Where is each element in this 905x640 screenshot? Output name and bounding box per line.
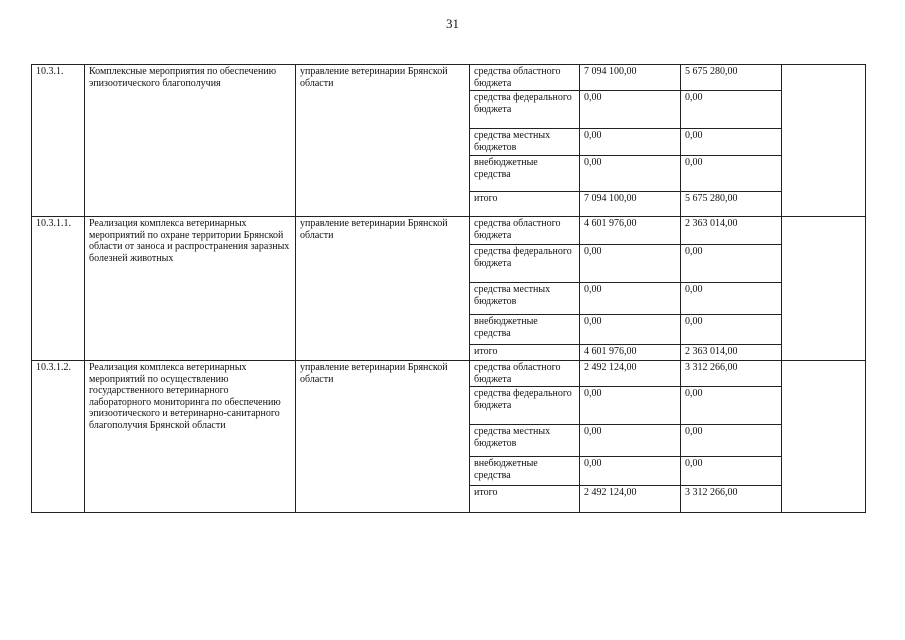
source-label: средства федерального бюджета (470, 245, 580, 283)
item-name: Реализация комплекса ветеринарных мероприятий по охране территории Брянской области от заноса и распространения заразных болезней животных (85, 217, 296, 361)
value-year-1: 0,00 (580, 156, 681, 192)
source-label: средства областного бюджета (470, 361, 580, 387)
value-year-1: 0,00 (580, 129, 681, 156)
empty-cell (782, 361, 866, 513)
source-label: итого (470, 345, 580, 361)
value-year-2: 3 312 266,00 (681, 361, 782, 387)
source-label: средства федерального бюджета (470, 91, 580, 129)
table-row (32, 65, 866, 91)
item-number: 10.3.1. (32, 65, 85, 217)
value-year-2: 5 675 280,00 (681, 65, 782, 91)
source-label: итого (470, 192, 580, 217)
source-label: внебюджетные средства (470, 315, 580, 345)
source-label: средства федерального бюджета (470, 387, 580, 425)
value-year-2: 0,00 (681, 315, 782, 345)
value-year-2: 0,00 (681, 425, 782, 457)
value-year-2: 0,00 (681, 91, 782, 129)
item-executor: управление ветеринарии Брянской области (296, 217, 470, 361)
empty-cell (782, 217, 866, 361)
value-year-2: 3 312 266,00 (681, 486, 782, 513)
source-label: средства областного бюджета (470, 217, 580, 245)
value-year-1: 0,00 (580, 245, 681, 283)
value-year-2: 0,00 (681, 245, 782, 283)
value-year-1: 0,00 (580, 315, 681, 345)
value-year-1: 4 601 976,00 (580, 217, 681, 245)
item-executor: управление ветеринарии Брянской области (296, 361, 470, 513)
empty-cell (782, 65, 866, 217)
value-year-2: 0,00 (681, 129, 782, 156)
item-number: 10.3.1.2. (32, 361, 85, 513)
source-label: внебюджетные средства (470, 156, 580, 192)
table-row (32, 217, 866, 245)
source-label: средства местных бюджетов (470, 283, 580, 315)
value-year-1: 7 094 100,00 (580, 192, 681, 217)
value-year-1: 7 094 100,00 (580, 65, 681, 91)
value-year-1: 0,00 (580, 91, 681, 129)
value-year-2: 0,00 (681, 156, 782, 192)
value-year-1: 0,00 (580, 283, 681, 315)
value-year-1: 2 492 124,00 (580, 486, 681, 513)
budget-table (31, 64, 866, 513)
source-label: итого (470, 486, 580, 513)
table-row (32, 361, 866, 387)
item-name: Комплексные мероприятия по обеспечению эпизоотического благополучия (85, 65, 296, 217)
source-label: средства местных бюджетов (470, 425, 580, 457)
value-year-1: 2 492 124,00 (580, 361, 681, 387)
value-year-2: 0,00 (681, 283, 782, 315)
value-year-1: 0,00 (580, 425, 681, 457)
item-name: Реализация комплекса ветеринарных мероприятий по осуществлению государственного ветеринарного лабораторного мониторинга по обеспечению эпизоотического и ветеринарно-санитарного благополучия Брянской области (85, 361, 296, 513)
page-number: 31 (446, 16, 459, 31)
value-year-1: 4 601 976,00 (580, 345, 681, 361)
value-year-1: 0,00 (580, 457, 681, 486)
source-label: средства местных бюджетов (470, 129, 580, 156)
item-executor: управление ветеринарии Брянской области (296, 65, 470, 217)
item-number: 10.3.1.1. (32, 217, 85, 361)
value-year-2: 2 363 014,00 (681, 217, 782, 245)
value-year-1: 0,00 (580, 387, 681, 425)
value-year-2: 2 363 014,00 (681, 345, 782, 361)
source-label: внебюджетные средства (470, 457, 580, 486)
value-year-2: 5 675 280,00 (681, 192, 782, 217)
value-year-2: 0,00 (681, 457, 782, 486)
source-label: средства областного бюджета (470, 65, 580, 91)
value-year-2: 0,00 (681, 387, 782, 425)
